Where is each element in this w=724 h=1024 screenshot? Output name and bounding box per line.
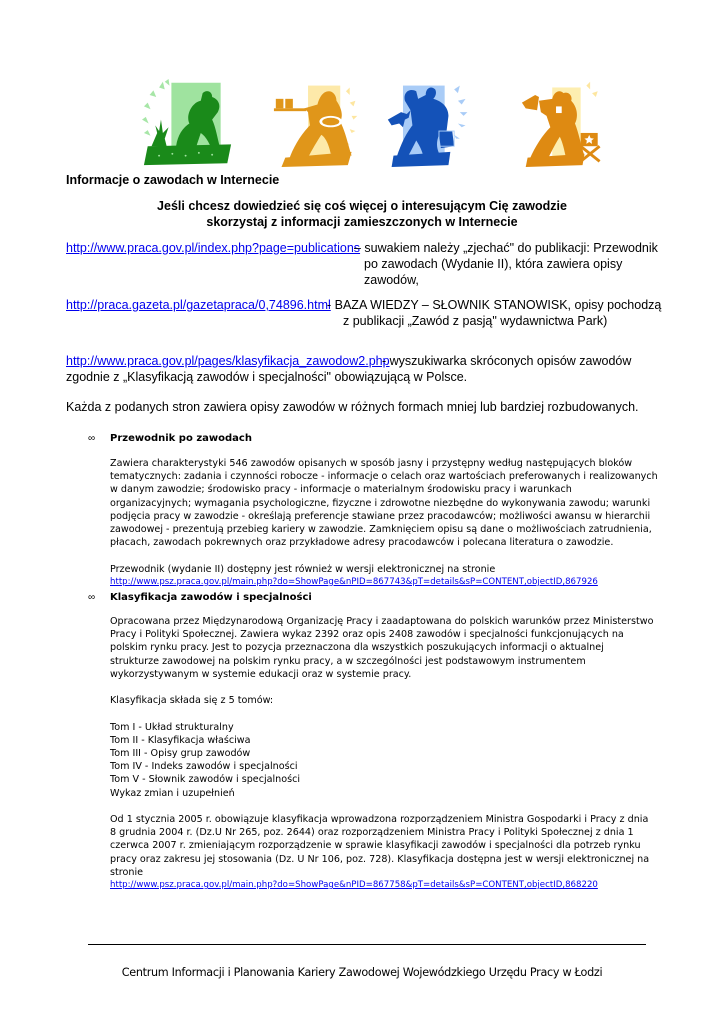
link-description-line: zgodnie z „Klasyfikacją zawodów i specjalności" obowiązującą w Polsce. bbox=[66, 370, 468, 384]
text-line: organizacyjnych; wymagania psychologiczne, fizyczne i zdrowotne niezbędne do wykonywania zawodu; warunki bbox=[110, 497, 651, 509]
gazeta-link[interactable]: http://praca.gazeta.pl/gazetapraca/0,74896.html bbox=[66, 298, 331, 312]
text-line: czerwca 2007 r. zmieniającym rozporządzenie w sprawie klasyfikacji zawodów i specjalności dla potrzeb rynku bbox=[110, 840, 641, 852]
klasyfikacja-link[interactable]: http://www.praca.gov.pl/pages/klasyfikacja_zawodow2.php bbox=[66, 354, 390, 368]
text-line: Opracowana przez Międzynarodową Organizację Pracy i zaadaptowana do polskich warunków przez Ministerstwo bbox=[110, 616, 654, 627]
summary-text: Każda z podanych stron zawiera opisy zawodów w różnych formach mniej lub bardziej rozbudowanych. bbox=[66, 400, 639, 414]
publications-link[interactable]: http://www.praca.gov.pl/index.php?page=publications bbox=[66, 241, 361, 255]
text-line: Pracy i Polityki Społecznej. Zawiera wykaz 2392 oraz opis 2408 zawodów i specjalności funkcjonujących na bbox=[110, 629, 624, 641]
footer-text: Centrum Informacji i Planowania Kariery Zawodowej Wojewódzkiego Urzędu Pracy w Łodzi bbox=[121, 966, 603, 979]
bullet-icon: ∞ bbox=[88, 592, 96, 603]
volume-item: Tom IV - Indeks zawodów i specjalności bbox=[110, 761, 298, 773]
volume-item: Tom I - Układ strukturalny bbox=[110, 721, 234, 733]
klasyfikacja-electronic-link[interactable]: http://www.psz.praca.gov.pl/main.php?do=ShowPage&nPID=867758&pT=details&sP=CONTENT,objectID,868220 bbox=[110, 880, 598, 891]
section-body-przewodnik bbox=[110, 457, 670, 589]
link-description-line: po zawodach (Wydanie II), która zawiera opisy bbox=[364, 257, 623, 271]
text-line: Klasyfikacja składa się z 5 tomów: bbox=[110, 695, 274, 707]
link-description-line: zawodów, bbox=[364, 273, 419, 287]
link-description-line: z publikacji „Zawód z pasją" wydawnictwa Park) bbox=[343, 314, 608, 328]
przewodnik-electronic-link[interactable]: http://www.psz.praca.gov.pl/main.php?do=ShowPage&nPID=867743&pT=details&sP=CONTENT,objectID,867926 bbox=[110, 576, 598, 587]
section-title: Klasyfikacja zawodów i specjalności bbox=[110, 592, 312, 603]
waiter-icon bbox=[270, 78, 365, 168]
text-line: zawodowej - prezentują przebieg kariery w zawodzie. Zamknięciem opisu są dane o możliwościach zatrudnienia, bbox=[110, 524, 652, 536]
subtitle bbox=[0, 198, 724, 230]
volume-item: Tom V - Słownik zawodów i specjalności bbox=[110, 774, 301, 786]
volume-item: Wykaz zmian i uzupełnień bbox=[110, 787, 235, 799]
volume-item: Tom II - Klasyfikacja właściwa bbox=[110, 734, 251, 746]
page-heading: Informacje o zawodach w Internecie bbox=[66, 173, 280, 187]
text-line: Zawiera charakterystyki 546 zawodów opisanych w sposób jasny i przystępny według następujących bloków bbox=[110, 458, 633, 469]
text-line: strukturze zawodowej na polskim rynku pracy, a w szczególności jest podstawowym instrumentem bbox=[110, 655, 586, 667]
subtitle-line-2: skorzystaj z informacji zamieszczonych w Internecie bbox=[206, 215, 518, 229]
text-line: podjęcia pracy w zawodzie - określają preferencje stawiane przez pracodawców; możliwości awansu w hierarchii bbox=[110, 510, 651, 522]
text-line: polskim rynku pracy. Jest to pozycja przeznaczona dla wszystkich poszukujących informacji o aktualnej bbox=[110, 642, 604, 654]
text-line: tematycznych: zadania i czynności robocze - informacje o celach oraz wartościach preferowanych i realizowanych bbox=[110, 471, 658, 483]
text-line: Od 1 stycznia 2005 r. obowiązuje klasyfikacja wprowadzona rozporządzeniem Ministra Gospodarki i Pracy z dnia bbox=[110, 814, 649, 826]
link-description-line: - BAZA WIEDZY – SŁOWNIK STANOWISK, opisy pochodzą bbox=[327, 298, 662, 312]
text-line: płacach, zawodach pokrewnych oraz przykładowe adresy pracodawców i polecana literatura o zawodzie. bbox=[110, 537, 614, 549]
footer-divider bbox=[88, 944, 646, 945]
text-line: wykorzystywanym w systemie edukacji oraz w systemie pracy. bbox=[110, 668, 412, 680]
section-title: Przewodnik po zawodach bbox=[110, 433, 252, 444]
subtitle-line-1: Jeśli chcesz dowiedzieć się coś więcej o interesującym Cię zawodzie bbox=[157, 199, 567, 213]
director-icon bbox=[518, 78, 613, 168]
section-body-klasyfikacja bbox=[110, 615, 670, 892]
bullet-icon: ∞ bbox=[88, 433, 96, 444]
businessman-icon bbox=[382, 78, 477, 168]
link-description-line: - wyszukiwarka skróconych opisów zawodów bbox=[382, 354, 632, 368]
text-line: pracy oraz zakresu jej stosowania (Dz. U Nr 106, poz. 728). Klasyfikacja dostępna jest w wersji elektronicznej na bbox=[110, 853, 650, 865]
link-description-line: – suwakiem należy „zjechać" do publikacji: Przewodnik bbox=[354, 241, 658, 255]
text-line: stronie bbox=[110, 866, 144, 878]
clipart-icon-row bbox=[0, 78, 724, 170]
gardener-icon bbox=[140, 78, 235, 168]
volume-item: Tom III - Opisy grup zawodów bbox=[110, 748, 251, 760]
text-line: 8 grudnia 2004 r. (Dz.U Nr 265, poz. 2644) oraz rozporządzeniem Ministra Pracy i Polityki Społecznej z dnia 1 bbox=[110, 827, 634, 839]
text-line: w danym zawodzie; środowisko pracy - informacje o materialnym środowisku pracy i warunkach bbox=[110, 484, 572, 496]
text-line: Przewodnik (wydanie II) dostępny jest również w wersji elektronicznej na stronie bbox=[110, 563, 496, 575]
